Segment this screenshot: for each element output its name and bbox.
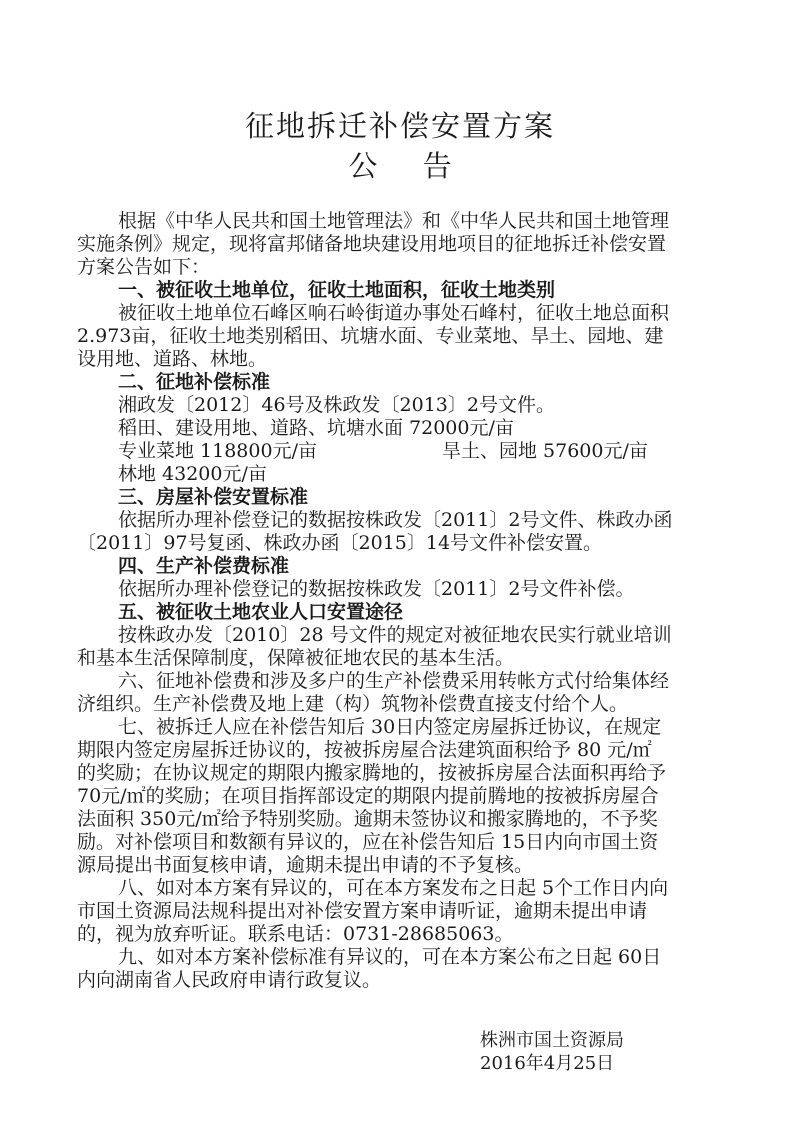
section-text: 设用地、道路、林地。 (77, 348, 268, 370)
section-text: 的奖励；在协议规定的期限内搬家腾地的，按被拆房屋合法面积再给予 (77, 762, 667, 784)
section-text: 济组织。生产补偿费及地上建（构）筑物补偿费直接支付给个人。 (77, 693, 629, 715)
section-heading: 二、征地补偿标准 (118, 371, 271, 393)
section-heading: 一、被征收土地单位，征收土地面积，征收土地类别 (118, 279, 556, 301)
compensation-rate: 稻田、建设用地、道路、坑塘水面 72000元/亩 (118, 417, 514, 439)
intro-line: 根据《中华人民共和国土地管理法》和《中华人民共和国土地管理 (118, 210, 670, 232)
section-text: 的，视为放弃听证。联系电话：0731-28685063。 (77, 923, 514, 945)
compensation-rate: 专业菜地 118800元/亩 (118, 440, 317, 462)
section-text: 期限内签定房屋拆迁协议的，按被拆房屋合法建筑面积给予 80 元/㎡ (77, 739, 652, 761)
section-text: 法面积 350元/㎡给予特别奖励。逾期未签协议和搬家腾地的，不予奖 (77, 808, 658, 830)
section-text: 湘政发〔2012〕46号及株政发〔2013〕2号文件。 (118, 394, 555, 416)
intro-line: 实施条例》规定，现将富邦储备地块建设用地项目的征地拆迁补偿安置 (77, 233, 667, 255)
issue-date: 2016年4月25日 (480, 1053, 615, 1074)
section-text: 被征收土地单位石峰区响石岭街道办事处石峰村，征收土地总面积 (118, 302, 670, 324)
section-text: 市国土资源局法规科提出对补偿安置方案申请听证，逾期未提出申请 (77, 900, 648, 922)
compensation-rate: 林地 43200元/亩 (118, 463, 267, 485)
section-text: 八、如对本方案有异议的，可在本方案发布之日起 5个工作日内向 (118, 877, 669, 899)
compensation-rate: 旱土、园地 57600元/亩 (442, 440, 648, 462)
section-text: 依据所办理补偿登记的数据按株政发〔2011〕2号文件、株政办函 (118, 509, 673, 531)
section-heading: 五、被征收土地农业人口安置途径 (118, 601, 404, 623)
section-text: 七、被拆迁人应在补偿告知后 30日内签定房屋拆迁协议，在规定 (118, 716, 662, 738)
section-text: 和基本生活保障制度，保障被征地农民的基本生活。 (77, 647, 515, 669)
section-text: 〔2011〕97号复函、株政办函〔2015〕14号文件补偿安置。 (77, 532, 603, 554)
section-text: 内向湖南省人民政府申请行政复议。 (77, 969, 382, 991)
section-text: 70元/㎡的奖励；在项目指挥部设定的期限内提前腾地的按被拆房屋合 (77, 785, 659, 807)
section-text: 按株政办发〔2010〕28 号文件的规定对被征地农民实行就业培训 (118, 624, 672, 646)
section-text: 六、征地补偿费和涉及多户的生产补偿费采用转帐方式付给集体经 (118, 670, 670, 692)
document-title: 征地拆迁补偿安置方案 (244, 109, 555, 143)
section-text: 励。对补偿项目和数额有异议的，应在补偿告知后 15日内向市国土资 (77, 831, 659, 853)
section-text: 2.973亩，征收土地类别稻田、坑塘水面、专业菜地、旱土、园地、建 (77, 325, 664, 347)
issuing-authority: 株洲市国土资源局 (480, 1030, 624, 1051)
document-subtitle: 公 告 (348, 149, 470, 183)
section-heading: 三、房屋补偿安置标准 (118, 486, 309, 508)
intro-line: 方案公告如下： (77, 256, 211, 278)
section-text: 依据所办理补偿登记的数据按株政发〔2011〕2号文件补偿。 (118, 578, 635, 600)
section-text: 源局提出书面复核申请，逾期未提出申请的不予复核。 (77, 854, 534, 876)
section-heading: 四、生产补偿费标准 (118, 555, 290, 577)
section-text: 九、如对本方案补偿标准有异议的，可在本方案公布之日起 60日 (118, 946, 662, 968)
